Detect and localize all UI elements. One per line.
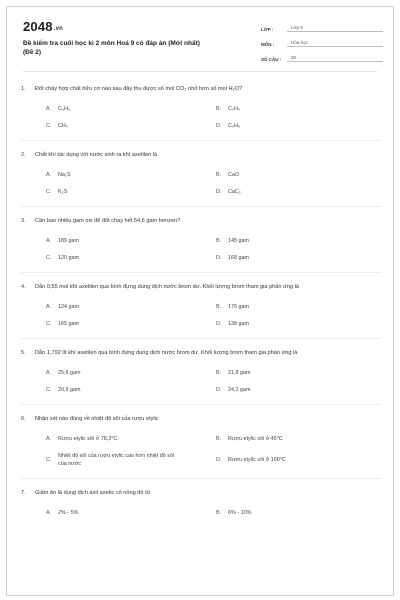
option-letter: A. [46,510,52,516]
option-b[interactable] [216,105,386,113]
answer-options [21,303,381,328]
option-text: 24,2 gam [228,387,251,393]
option-a[interactable] [46,303,216,311]
exam-title [23,39,263,57]
option-letter: C. [46,189,52,195]
question-3 [21,217,381,273]
option-letter: D. [216,123,222,129]
option-a[interactable] [46,105,216,113]
meta-row-subject [261,35,383,47]
meta-key: SỐ CÂU : [261,57,282,62]
option-text: 168 gam [228,255,249,261]
question-divider [21,404,381,405]
exam-meta [261,20,383,65]
option-b[interactable] [216,435,386,443]
option-text: 25,6 gam [58,370,81,376]
option-text: C₂H₄ [228,106,241,112]
question-text: Chất khí tác dụng với nước sinh ra khí axetilen là [35,152,158,158]
meta-value: Lớp 9 [287,25,383,32]
option-b[interactable] [216,237,386,245]
question-divider [21,338,381,339]
question-text: Giấm ăn là dung dịch axit axetic có nồng độ từ [35,490,151,496]
option-text: Rượu etylic sôi ở 100°C [228,457,286,463]
option-letter: C. [46,255,52,261]
question-list [21,85,381,517]
option-text: C₄H₆ [228,123,241,129]
option-d[interactable] [216,122,386,130]
option-text: 165 gam [58,321,79,327]
option-letter: B. [216,370,222,376]
answer-options [21,435,381,468]
meta-row-count [261,50,383,62]
option-letter: D. [216,255,222,261]
question-text: Dẫn 1,792 lít khí axetilen qua bình đựng dung dịch nước brom dư. Khối lượng brom tham gia phản ứng là [35,350,298,356]
question-number: 3. [21,218,26,224]
logo-suffix: .vn [53,26,64,32]
option-a[interactable] [46,171,216,179]
meta-key: LỚP : [261,27,274,32]
question-divider [21,272,381,273]
option-c[interactable] [46,122,216,130]
option-text: 124 gam [58,304,79,310]
option-letter: C. [46,123,52,129]
question-text: Nhận xét nào đúng về nhiệt độ sôi của rượu etylic [35,416,159,422]
option-text: K₂S [58,189,68,195]
option-letter: A. [46,436,52,442]
option-text: CaC₂ [228,189,241,195]
question-1 [21,85,381,141]
option-c[interactable] [46,452,216,468]
option-letter: A. [46,106,52,112]
option-text: 145 gam [228,238,249,244]
meta-value: Hóa học [287,40,383,47]
option-text: 189 gam [58,238,79,244]
question-number: 1. [21,86,26,92]
question-5 [21,349,381,405]
option-text: Rượu etylic sôi ở 45°C [228,436,283,442]
option-letter: B. [216,106,222,112]
answer-options [21,509,381,517]
question-number: 2. [21,152,26,158]
question-number: 7. [21,490,26,496]
option-c[interactable] [46,254,216,262]
option-text: 176 gam [228,304,249,310]
option-letter: C. [46,387,52,393]
answer-options [21,369,381,394]
option-letter: B. [216,304,222,310]
question-divider [21,478,381,479]
option-a[interactable] [46,237,216,245]
question-7 [21,489,381,517]
option-text: 138 gam [228,321,249,327]
question-divider [21,140,381,141]
option-c[interactable] [46,188,216,196]
option-text: 20,9 gam [58,387,81,393]
option-b[interactable] [216,369,386,377]
option-a[interactable] [46,435,216,443]
option-text: 2% - 5% [58,510,79,516]
option-c[interactable] [46,386,216,394]
question-number: 6. [21,416,26,422]
meta-key: MÔN : [261,42,275,47]
meta-value: 30 [287,55,383,62]
option-letter: D. [216,457,222,463]
option-letter: D. [216,387,222,393]
option-d[interactable] [216,320,386,328]
exam-title-line2: (Đề 2) [23,49,42,56]
option-letter: A. [46,370,52,376]
option-text: 120 gam [58,255,79,261]
meta-row-class [261,20,383,32]
option-text: Nhiệt độ sôi của rượu etylic cao hơn nhiệt độ sôi của nước [58,453,175,467]
question-6 [21,415,381,479]
option-letter: B. [216,238,222,244]
option-text: 21,8 gam [228,370,251,376]
question-text: Dẫn 0,55 mol khí axetilen qua bình đựng dung dịch nước brom dư. Khối lượng brom tham gia phản ứng là [35,284,299,290]
option-text: Rượu etylic sôi ở 78,3°C [58,436,118,442]
answer-options [21,237,381,262]
option-letter: D. [216,189,222,195]
option-letter: C. [46,321,52,327]
option-d[interactable] [216,386,386,394]
option-text: CaO [228,172,240,178]
option-text: Na₂S [58,172,71,178]
option-letter: A. [46,172,52,178]
option-a[interactable] [46,369,216,377]
option-b[interactable] [216,171,386,179]
question-text: Cần bao nhiêu gam oxi để đốt cháy hết 54,6 gam benzen? [35,218,181,224]
question-text: Đốt cháy hợp chất hữu cơ nào sau đây thu được số mol CO₂ nhỏ hơn số mol H₂O? [35,86,243,92]
option-letter: B. [216,436,222,442]
option-c[interactable] [46,320,216,328]
option-d[interactable] [216,254,386,262]
question-2 [21,151,381,207]
site-logo[interactable] [23,19,63,34]
logo-text: 2048 [23,19,53,34]
question-number: 4. [21,284,26,290]
answer-options [21,105,381,130]
option-letter: D. [216,321,222,327]
option-d[interactable] [216,452,386,468]
option-text: C₆H₆ [58,106,71,112]
question-divider [21,206,381,207]
header-divider [23,71,377,72]
exam-page [6,6,394,596]
option-letter: C. [46,457,52,463]
option-a[interactable] [46,509,216,517]
option-letter: A. [46,304,52,310]
question-number: 5. [21,350,26,356]
option-b[interactable] [216,303,386,311]
option-b[interactable] [216,509,386,517]
option-d[interactable] [216,188,386,196]
option-text: 6% - 10% [228,510,252,516]
exam-title-line1: Đề kiểm tra cuối học kì 2 môn Hoá 9 có đáp án (Mới nhất) [23,40,200,47]
option-letter: B. [216,510,222,516]
question-4 [21,283,381,339]
answer-options [21,171,381,196]
option-letter: B. [216,172,222,178]
option-letter: A. [46,238,52,244]
option-text: CH₄ [58,123,68,129]
